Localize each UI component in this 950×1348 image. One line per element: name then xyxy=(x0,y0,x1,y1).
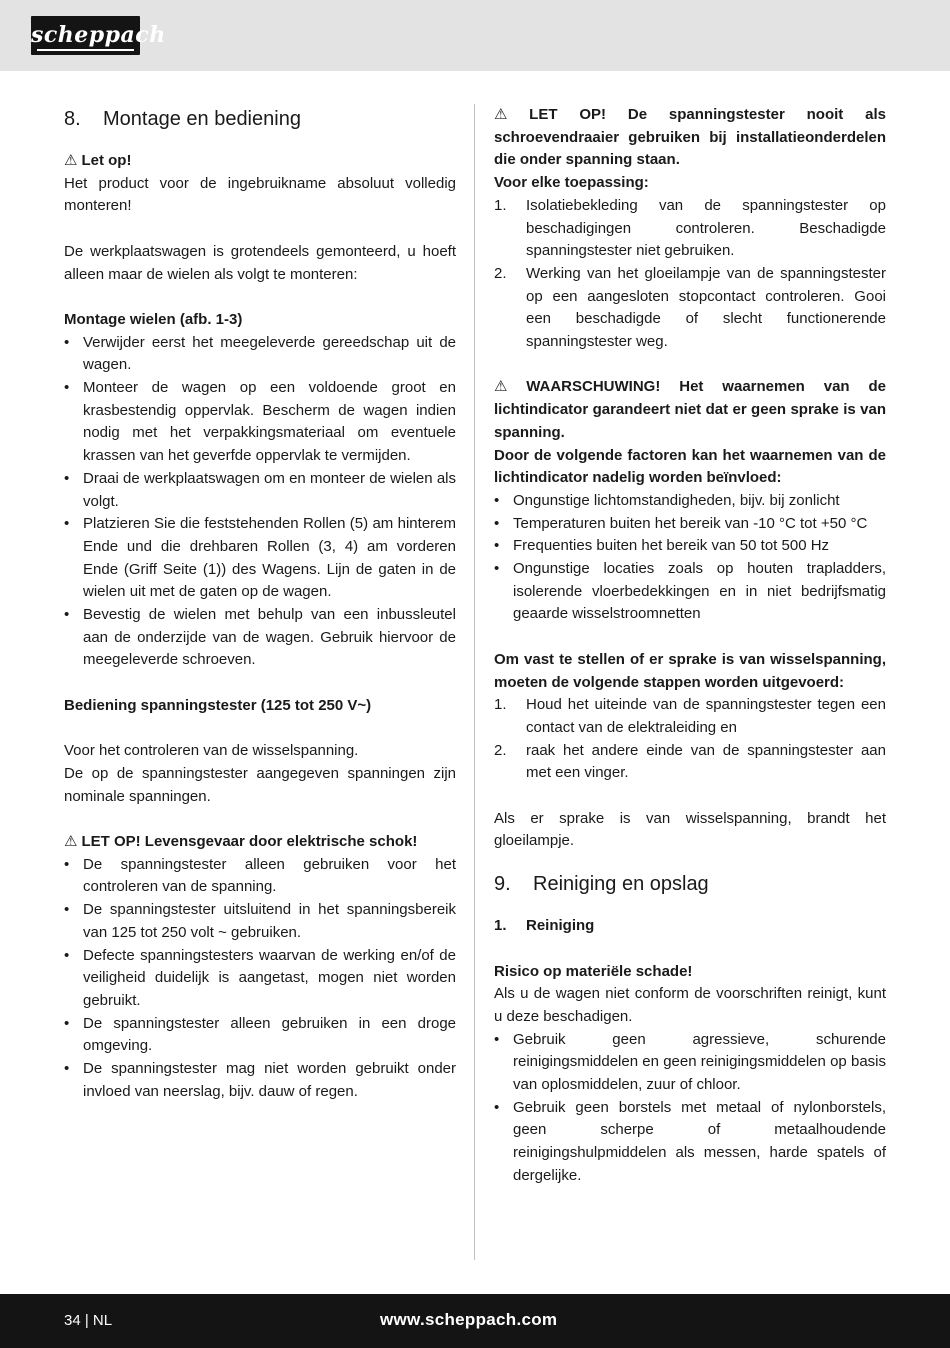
intro-paragraph: De werkplaatswagen is grotendeels gemonteerd, u hoeft alleen maar de wielen als volgt te monteren: xyxy=(64,242,456,283)
result-paragraph: Als er sprake is van wisselspanning, brandt het gloeilampje. xyxy=(494,809,886,850)
page-number: 34 | NL xyxy=(64,1312,113,1329)
list-item: • De spanningstester mag niet worden gebruikt onder invloed van neerslag, bijv. dauw of regen. xyxy=(64,1058,456,1103)
list-item: • De spanningstester alleen gebruiken voor het controleren van de spanning. xyxy=(64,854,456,899)
list-item: • Draai de werkplaatswagen om en monteer de wielen als volgt. xyxy=(64,468,456,513)
tester-heading: Bediening spanningstester (125 tot 250 V~) xyxy=(64,696,372,714)
left-column xyxy=(64,104,456,1103)
item-text: raak het andere einde van de spanningstester aan met een vinger. xyxy=(526,741,886,782)
list-item: • De spanningstester alleen gebruiken in een droge omgeving. xyxy=(64,1013,456,1058)
list-item: • Temperaturen buiten het bereik van -10 °C tot +50 °C xyxy=(494,513,886,536)
list-item: • Gebruik geen borstels met metaal of nylonborstels, geen scherpe of metaalhoudende reinigingshulpmiddelen als messen, harde spatels of dergelijke. xyxy=(494,1097,886,1188)
item-number: 2. xyxy=(494,741,507,759)
section-9-heading xyxy=(494,869,886,899)
cleaning-subheading xyxy=(494,915,886,938)
scheppach-logo: scheppach xyxy=(31,16,140,55)
section-8-heading xyxy=(64,104,456,134)
risk-paragraph: Als u de wagen niet conform de voorschriften reinigt, kunt u deze beschadigen. xyxy=(494,985,886,1025)
item-text: Houd het uiteinde van de spanningstester tegen een contact van de elektraleiding en xyxy=(526,696,886,736)
warning-2-list xyxy=(64,854,456,1104)
list-item: • Verwijder eerst het meegeleverde gereedschap uit de wagen. xyxy=(64,332,456,377)
cleaning-list xyxy=(494,1029,886,1188)
warning-1 xyxy=(64,150,456,173)
warning-3 xyxy=(494,104,886,172)
warning-1-label: Let op! xyxy=(81,152,132,169)
warning-triangle-icon: ⚠ xyxy=(64,833,78,851)
warning-triangle-icon: ⚠ xyxy=(64,152,78,169)
section-9-number: 9. xyxy=(494,873,511,896)
list-item xyxy=(494,740,886,785)
wheels-list xyxy=(64,332,456,673)
warning-4 xyxy=(494,376,886,444)
warning-2-label: LET OP! Levensgevaar door elektrische schok! xyxy=(81,833,418,851)
factors-heading: Door de volgende factoren kan het waarnemen van de lichtindicator nadelig worden beïnvloed: xyxy=(494,446,886,487)
tester-paragraph-2: De op de spanningstester aangegeven spanningen zijn nominale spanningen. xyxy=(64,764,456,805)
header-bar xyxy=(0,0,950,71)
section-8-title: Montage en bediening xyxy=(103,108,301,130)
cleaning-number: 1. xyxy=(494,917,507,935)
each-use-heading: Voor elke toepassing: xyxy=(494,174,649,192)
list-item xyxy=(494,263,886,354)
risk-heading: Risico op materiële schade! xyxy=(494,962,693,980)
item-text: Werking van het gloeilampje van de spanningstester op een aangesloten stopcontact controleren. Gooi een beschadigde of slecht functionerende spanningstester weg. xyxy=(526,264,886,351)
section-9-title: Reiniging en opslag xyxy=(533,873,709,896)
item-number: 1. xyxy=(494,196,507,214)
warning-triangle-icon: ⚠ xyxy=(494,378,523,396)
footer-bar xyxy=(0,1294,950,1348)
list-item xyxy=(494,694,886,739)
list-item: • Bevestig de wielen met behulp van een inbussleutel aan de onderzijde van de wagen. Gebruik hiervoor de meegeleverde schroeven. xyxy=(64,604,456,672)
item-number: 2. xyxy=(494,264,507,282)
warning-4-text: WAARSCHUWING! Het waarnemen van de lichtindicator garandeert niet dat er geen sprake is van spanning. xyxy=(494,378,886,441)
steps-list xyxy=(494,694,886,785)
each-use-list xyxy=(494,195,886,354)
section-8-number: 8. xyxy=(64,108,81,130)
list-item: • Ongunstige locaties zoals op houten trapladders, isolerende vloerbedekkingen en in niet bedrijfsmatig geaarde wisselstroomnetten xyxy=(494,558,886,626)
list-item: • Monteer de wagen op een voldoende groot en krasbestendig oppervlak. Bescherm de wagen indien nodig met het verpakkingsmateriaal om eventuele krassen van het geverfde oppervlak te vermijden. xyxy=(64,377,456,468)
warning-3-text: LET OP! De spanningstester nooit als schroevendraaier gebruiken bij installatieonderdelen die onder spanning staan. xyxy=(494,106,887,169)
tester-paragraph-1: Voor het controleren van de wisselspanning. xyxy=(64,742,359,760)
wheels-heading: Montage wielen (afb. 1-3) xyxy=(64,310,243,328)
list-item xyxy=(494,195,886,263)
list-item: • Gebruik geen agressieve, schurende reinigingsmiddelen en geen reinigingsmiddelen op basis van oplosmiddelen, zuur of chloor. xyxy=(494,1029,886,1097)
list-item: • Platzieren Sie die feststehenden Rollen (5) am hinterem Ende und die drehbaren Rollen (3, 4) am vorderen Ende (Griff Seite (1)) des Wagens. Lijn de gaten in de wielen uit met de gaten op de wagen. xyxy=(64,513,456,604)
list-item: • Ongunstige lichtomstandigheden, bijv. bij zonlicht xyxy=(494,490,886,513)
list-item: • Frequenties buiten het bereik van 50 tot 500 Hz xyxy=(494,535,886,558)
steps-heading: Om vast te stellen of er sprake is van wisselspanning, moeten de volgende stappen worden uitgevoerd: xyxy=(494,650,886,691)
warning-1-text: Het product voor de ingebruikname absoluut volledig monteren! xyxy=(64,174,456,215)
list-item: • Defecte spanningstesters waarvan de werking en/of de veiligheid duidelijk is aangetast, mogen niet worden gebruikt. xyxy=(64,945,456,1013)
warning-triangle-icon: ⚠ xyxy=(494,106,526,123)
item-number: 1. xyxy=(494,696,507,714)
item-text: Isolatiebekleding van de spanningstester op beschadigingen controleren. Beschadigde spanningstester niet gebruiken. xyxy=(526,196,886,260)
right-column xyxy=(494,104,886,1188)
factors-list xyxy=(494,490,886,626)
column-divider xyxy=(474,104,475,1260)
warning-2 xyxy=(64,831,456,854)
cleaning-title: Reiniging xyxy=(526,917,595,935)
website-link[interactable]: www.scheppach.com xyxy=(380,1310,558,1329)
list-item: • De spanningstester uitsluitend in het spanningsbereik van 125 tot 250 volt ~ gebruiken. xyxy=(64,899,456,944)
